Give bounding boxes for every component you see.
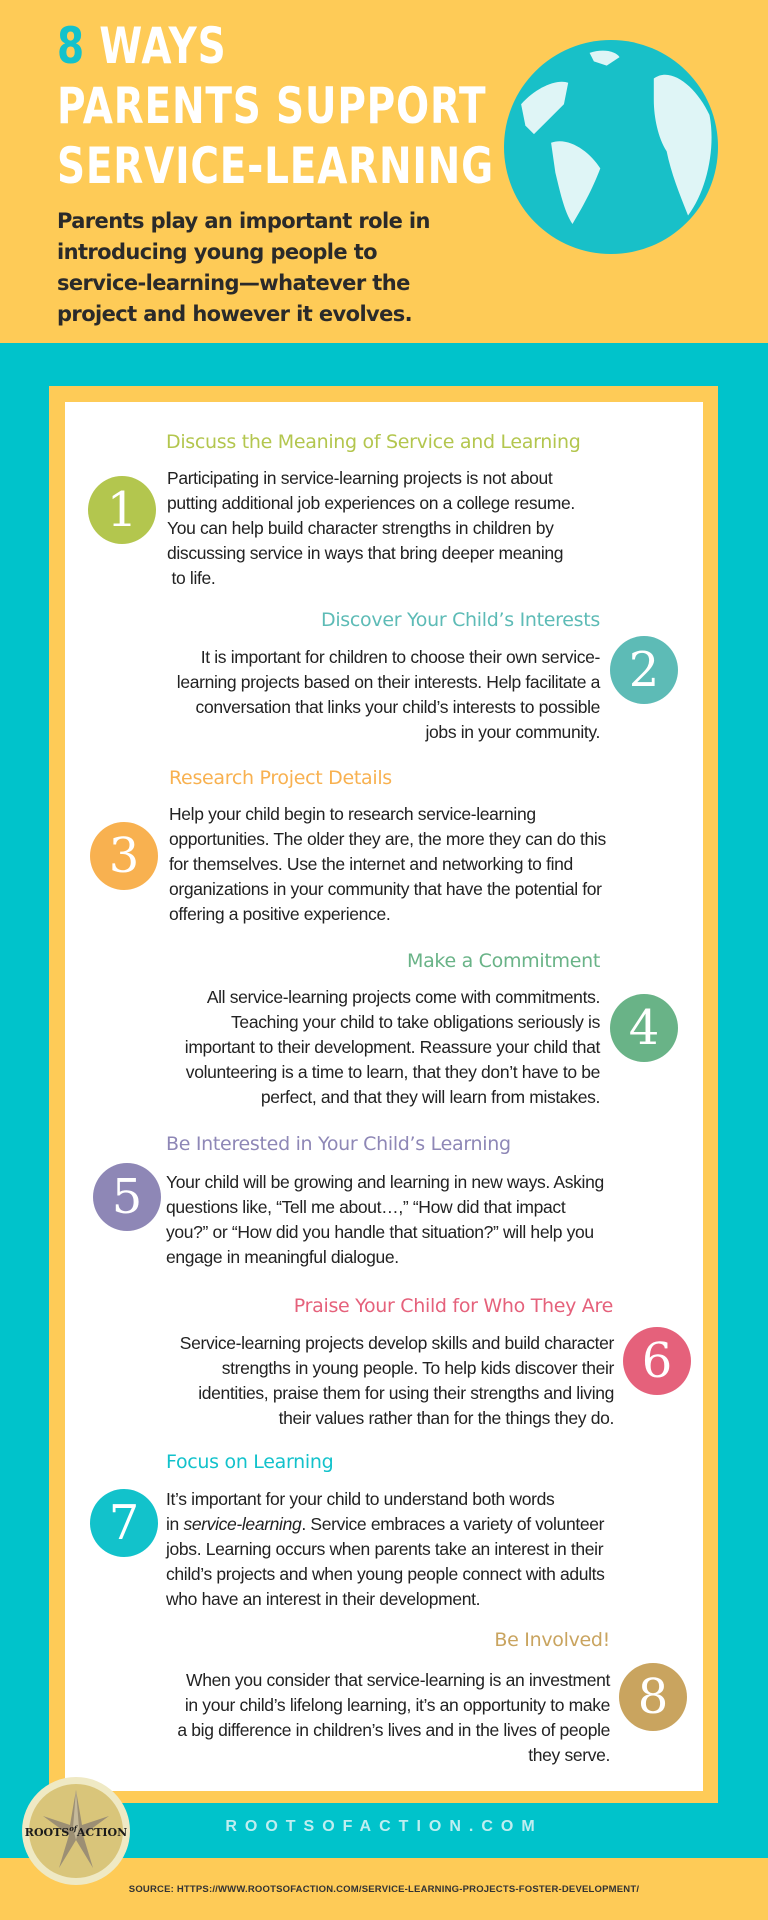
item-5-body: [166, 1170, 604, 1270]
body-line: organizations in your community that have the potential for: [169, 879, 602, 899]
body-line: their values rather than for the things they do.: [278, 1408, 614, 1428]
title-line-1: [57, 18, 226, 74]
body-line: child’s projects and when young people connect with adults: [166, 1564, 605, 1584]
body-line: important to their development. Reassure your child that: [184, 1037, 600, 1057]
number-2-badge: 2: [610, 636, 678, 704]
title-number: 8: [57, 17, 85, 75]
subtitle: Parents play an important role in introducing young people to service-learning—whatever the project and however it evolves.: [57, 209, 430, 326]
title-line-3: SERVICE-LEARNING: [57, 137, 494, 195]
body-line: It is important for children to choose their own service-: [200, 647, 600, 667]
svg-text:ROOTSofACTION: $ROOTS^{of}ACTION$: [24, 1824, 128, 1839]
item-1-title: Discuss the Meaning of Service and Learning: [166, 431, 581, 453]
item-2-title: Discover Your Child’s Interests: [321, 609, 600, 631]
body-line: they serve.: [528, 1745, 610, 1765]
body-line: All service-learning projects come with commitments.: [206, 987, 600, 1007]
body-line: opportunities. The older they are, the more they can do this: [169, 829, 606, 849]
number-1-badge: 1: [88, 476, 156, 544]
body-line: Help your child begin to research service-learning: [169, 804, 536, 824]
item-4-body: [185, 985, 600, 1110]
body-line: jobs in your community.: [425, 722, 600, 742]
body-line: strengths in young people. To help kids discover their: [221, 1358, 614, 1378]
body-line: You can help build character strengths in children by: [167, 518, 554, 538]
body-text: in: [166, 1514, 184, 1534]
item-5-title: Be Interested in Your Child’s Learning: [166, 1133, 511, 1155]
source-citation: SOURCE: HTTPS://WWW.ROOTSOFACTION.COM/SERVICE-LEARNING-PROJECTS-FOSTER-DEVELOPMENT/: [128, 1884, 640, 1895]
body-line: perfect, and that they will learn from mistakes.: [260, 1087, 600, 1107]
emphasis-service-learning: service-learning: [183, 1514, 302, 1534]
body-line: in your child’s lifelong learning, it’s an opportunity to make: [184, 1695, 610, 1715]
item-2-body: [177, 645, 600, 745]
body-line: engage in meaningful dialogue.: [166, 1247, 399, 1267]
body-line: Your child will be growing and learning in new ways. Asking: [166, 1172, 604, 1192]
item-7-body: [166, 1487, 605, 1612]
body-line: Participating in service-learning projects is not about: [167, 468, 553, 488]
body-line: It’s important for your child to understand both words: [166, 1489, 555, 1509]
number-8-badge: 8: [619, 1663, 687, 1731]
item-3-title: Research Project Details: [169, 767, 392, 789]
item-6-title: Praise Your Child for Who They Are: [293, 1295, 613, 1317]
item-1-body: [167, 466, 575, 591]
body-text: . Service embraces a variety of volunteer: [301, 1514, 605, 1534]
body-line: volunteering is a time to learn, that they don’t have to be: [185, 1062, 600, 1082]
item-8-body: [177, 1668, 610, 1768]
number-6-badge: 6: [623, 1327, 691, 1395]
number-7-badge: 7: [90, 1489, 158, 1557]
body-line: learning projects based on their interests. Help facilitate a: [176, 672, 600, 692]
title-ways: WAYS: [84, 17, 227, 75]
website-url[interactable]: ROOTSOFACTION.COM: [225, 1818, 543, 1835]
body-line: offering a positive experience.: [169, 904, 391, 924]
item-8-title: Be Involved!: [494, 1629, 610, 1651]
body-line: who have an interest in their development.: [166, 1589, 481, 1609]
body-line: you?” or “How did you handle that situation?” will help you: [166, 1222, 594, 1242]
body-line: conversation that links your child’s interests to possible: [195, 697, 600, 717]
number-3-badge: 3: [90, 822, 158, 890]
body-line: for themselves. Use the internet and networking to find: [169, 854, 573, 874]
title-line-2: PARENTS SUPPORT: [57, 77, 487, 135]
globe-icon: [504, 40, 718, 254]
body-line: putting additional job experiences on a college resume.: [167, 493, 575, 513]
body-line: to life.: [167, 568, 216, 588]
item-3-body: [169, 802, 606, 927]
number-4-badge: 4: [610, 994, 678, 1062]
item-6-body: [180, 1331, 614, 1431]
body-line: a big difference in children’s lives and in the lives of people: [177, 1720, 610, 1740]
item-7-title: Focus on Learning: [166, 1451, 334, 1473]
item-4-title: Make a Commitment: [407, 950, 600, 972]
body-line: jobs. Learning occurs when parents take an interest in their: [166, 1539, 604, 1559]
body-line: Teaching your child to take obligations seriously is: [231, 1012, 600, 1032]
body-line: When you consider that service-learning is an investment: [186, 1670, 610, 1690]
body-line: questions like, “Tell me about…,” “How did that impact: [166, 1197, 566, 1217]
body-line: discussing service in ways that bring deeper meaning: [167, 543, 564, 563]
roots-of-action-logo: [21, 1776, 131, 1886]
body-line: identities, praise them for using their strengths and living: [198, 1383, 614, 1403]
number-5-badge: 5: [93, 1163, 161, 1231]
body-line: [166, 1512, 605, 1537]
body-line: Service-learning projects develop skills and build character: [179, 1333, 614, 1353]
